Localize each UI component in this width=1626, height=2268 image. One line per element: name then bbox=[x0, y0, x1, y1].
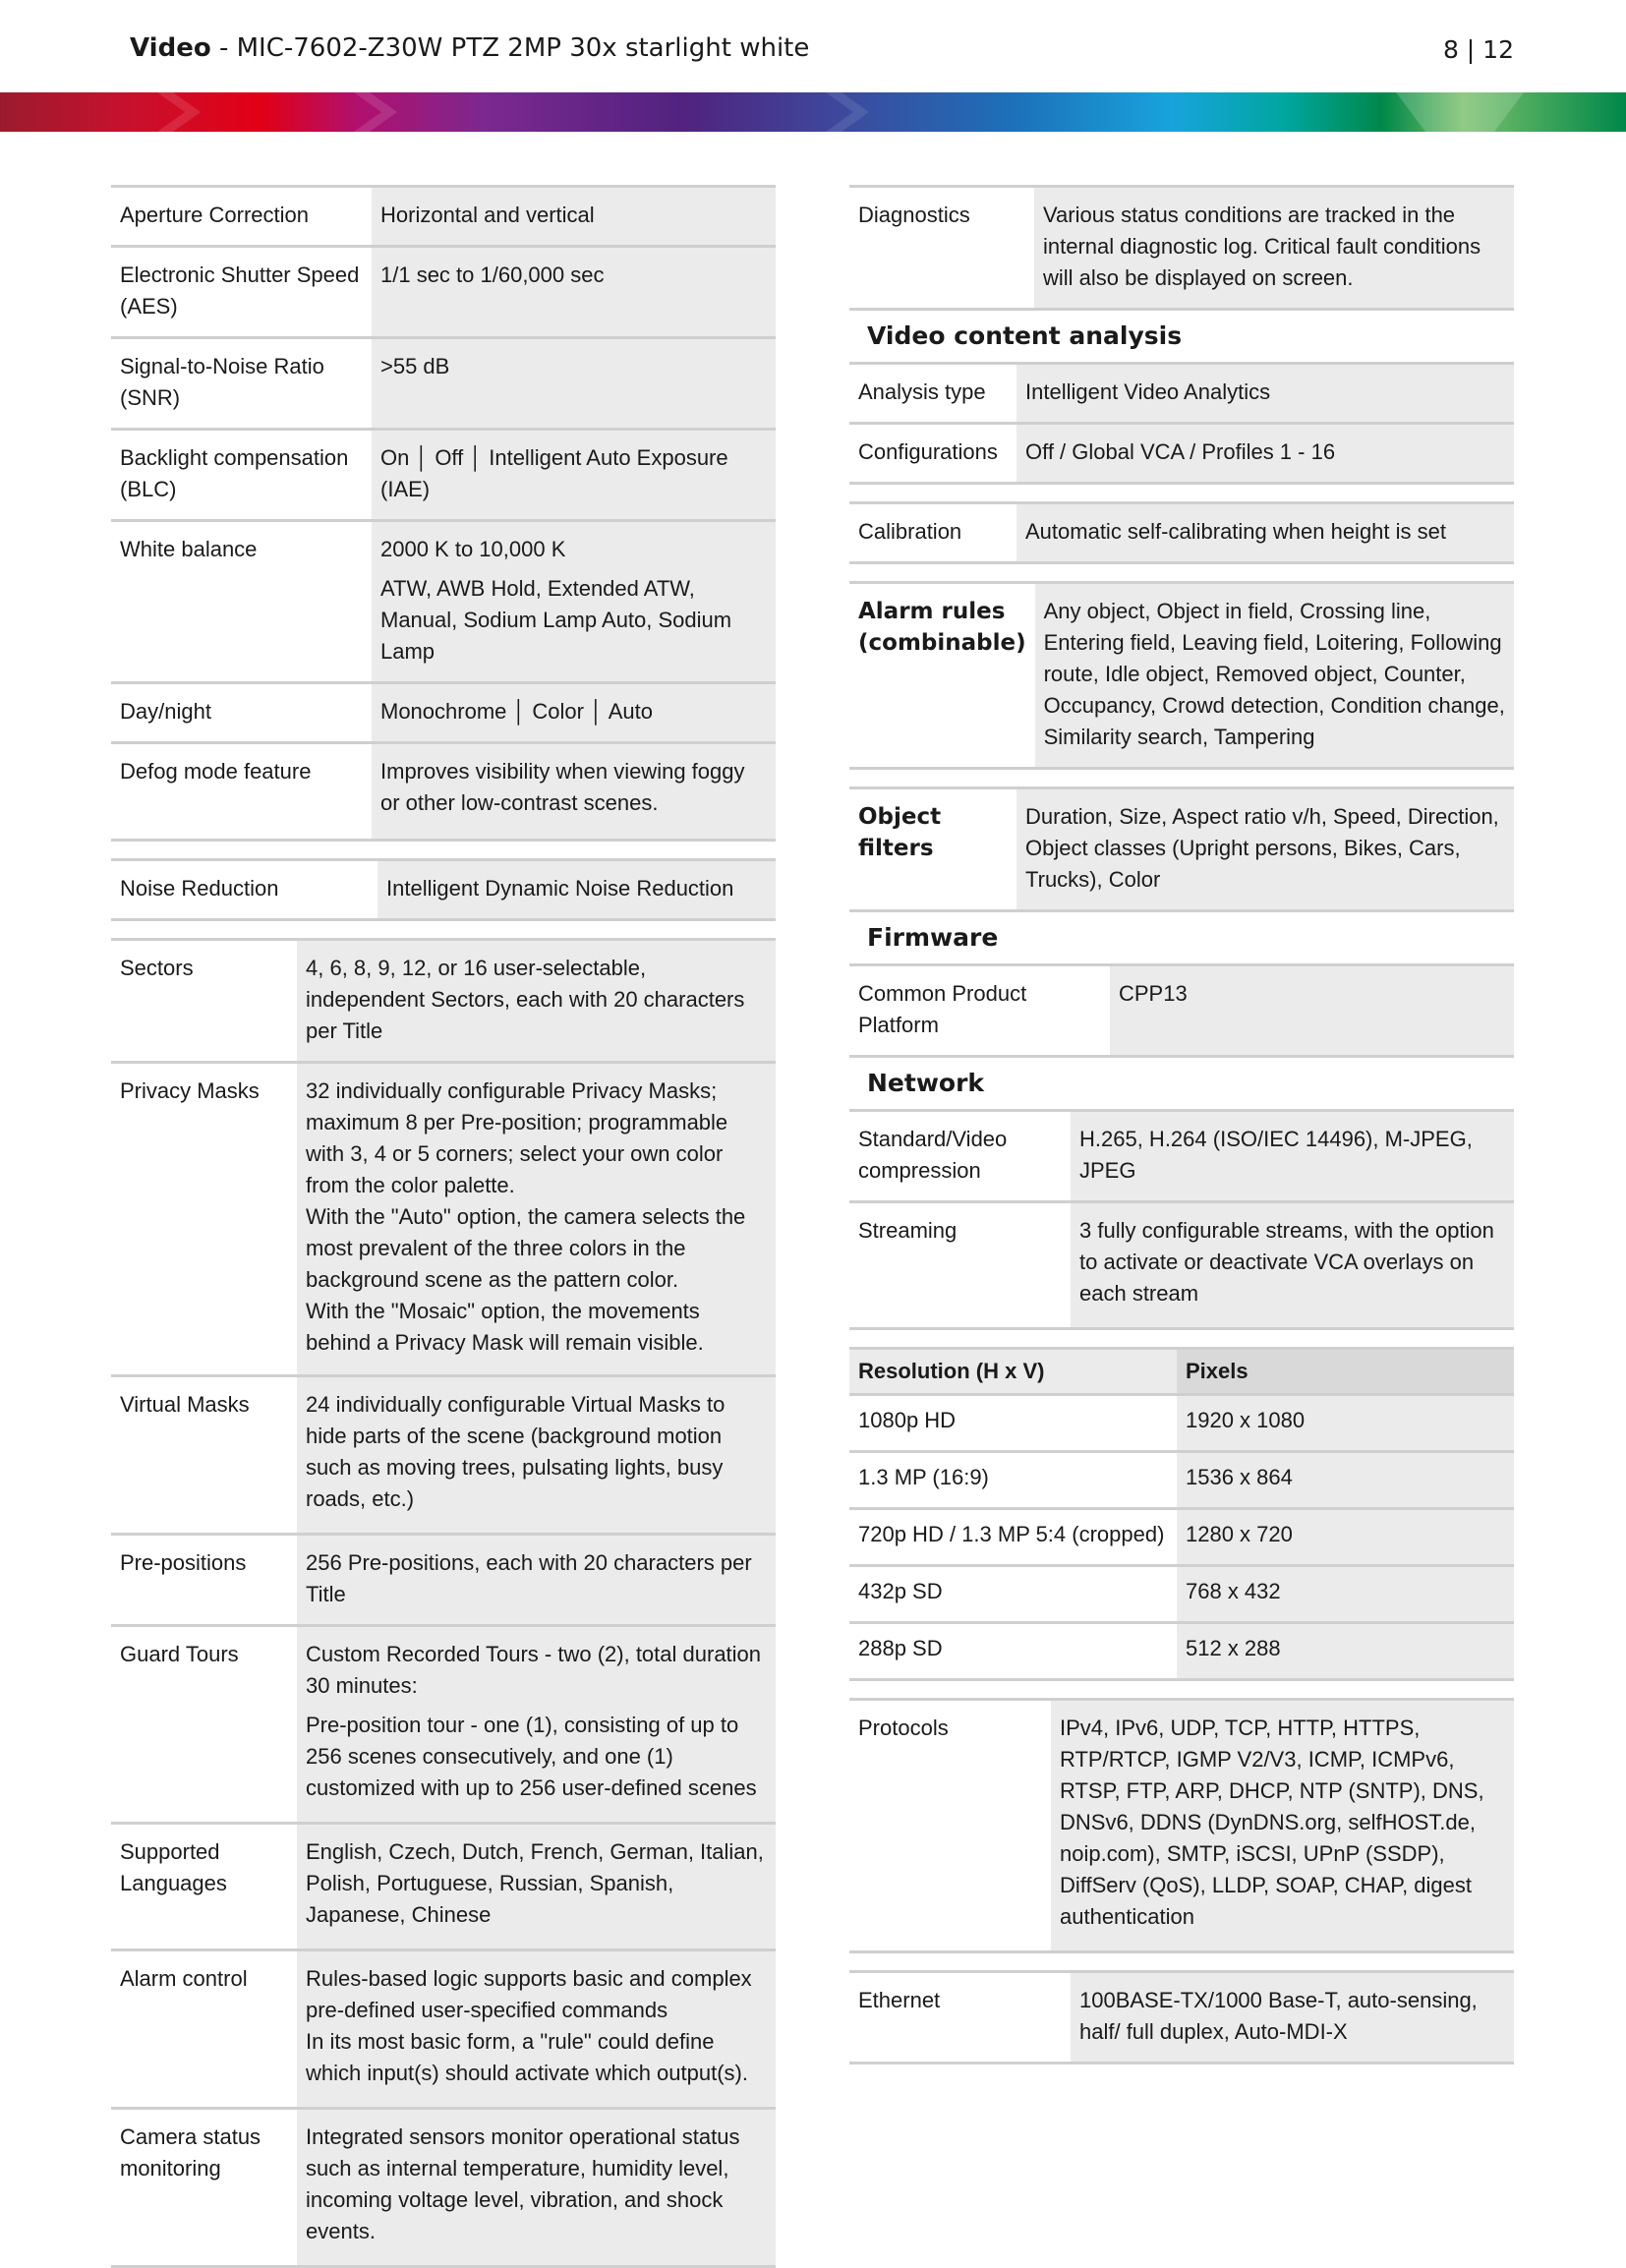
spec-row-camera-status bbox=[111, 2109, 776, 2267]
spec-label: Protocols bbox=[849, 1700, 1051, 1952]
resolution-name: 1080p HD bbox=[849, 1395, 1177, 1452]
ethernet-table bbox=[849, 1970, 1514, 2064]
spec-row-white-balance bbox=[111, 521, 776, 683]
spec-value-line: With the "Mosaic" option, the movements behind a Privacy Mask will remain visible. bbox=[306, 1299, 704, 1355]
column-header-resolution: Resolution (H x V) bbox=[849, 1349, 1177, 1395]
spec-value: 24 individually configurable Virtual Masks to hide parts of the scene (background motion such as moving trees, pulsating lights, busy roads, etc.) bbox=[297, 1376, 776, 1535]
resolution-header-row bbox=[849, 1349, 1514, 1395]
spec-label: Defog mode feature bbox=[111, 743, 372, 841]
column-header-pixels: Pixels bbox=[1177, 1349, 1514, 1395]
spec-value: 256 Pre-positions, each with 20 characters per Title bbox=[297, 1535, 776, 1626]
page-header bbox=[130, 31, 1514, 71]
right-spec-column bbox=[849, 185, 1514, 2064]
spec-row-calibration bbox=[849, 503, 1514, 563]
spec-row-object-filters bbox=[849, 788, 1514, 911]
spec-value: On │ Off │ Intelligent Auto Exposure (IAE) bbox=[372, 430, 776, 521]
section-heading-video-content-analysis: Video content analysis bbox=[867, 321, 1183, 350]
spec-row-privacy-masks bbox=[111, 1063, 776, 1376]
spec-label: Alarm rules (combinable) bbox=[849, 583, 1035, 769]
spec-label: Camera status monitoring bbox=[111, 2109, 297, 2267]
spec-value: 100BASE-TX/1000 Base-T, auto-sensing, half/ full duplex, Auto-MDI-X bbox=[1071, 1972, 1514, 2064]
band-gradient bbox=[0, 92, 1626, 132]
spec-value: Off / Global VCA / Profiles 1 - 16 bbox=[1016, 424, 1514, 484]
spec-label: Standard/Video compression bbox=[849, 1111, 1071, 1202]
spec-label: Calibration bbox=[849, 503, 1016, 563]
spec-row-compression bbox=[849, 1111, 1514, 1202]
spec-label: Electronic Shutter Speed (AES) bbox=[111, 247, 372, 338]
calibration-table bbox=[849, 501, 1514, 564]
diagnostics-table bbox=[849, 185, 1514, 311]
spec-value: >55 dB bbox=[372, 338, 776, 430]
spec-value bbox=[372, 521, 776, 683]
spec-row-aperture-correction bbox=[111, 187, 776, 247]
spec-row-shutter-speed bbox=[111, 247, 776, 338]
section-heading-firmware: Firmware bbox=[867, 923, 999, 952]
spec-label: Configurations bbox=[849, 424, 1016, 484]
spec-label: Signal-to-Noise Ratio (SNR) bbox=[111, 338, 372, 430]
spec-value: H.265, H.264 (ISO/IEC 14496), M-JPEG, JPEG bbox=[1071, 1111, 1514, 1202]
camera-spec-table bbox=[111, 185, 776, 842]
left-spec-column bbox=[111, 185, 776, 2268]
resolution-pixels: 1536 x 864 bbox=[1177, 1452, 1514, 1509]
spec-value: Intelligent Dynamic Noise Reduction bbox=[377, 860, 776, 920]
spec-value: CPP13 bbox=[1110, 965, 1514, 1057]
spec-row-alarm-rules bbox=[849, 583, 1514, 769]
spec-value: Intelligent Video Analytics bbox=[1016, 364, 1514, 424]
title-product: - MIC-7602-Z30W PTZ 2MP 30x starlight white bbox=[210, 33, 810, 63]
spec-label: Analysis type bbox=[849, 364, 1016, 424]
spec-row-virtual-masks bbox=[111, 1376, 776, 1535]
spec-row-cpp bbox=[849, 965, 1514, 1057]
spec-value: IPv4, IPv6, UDP, TCP, HTTP, HTTPS, RTP/RTCP, IGMP V2/V3, ICMP, ICMPv6, RTSP, FTP, ARP, DHCP, NTP (SNTP), DNS, DNSv6, DDNS (DynDNS.org, selfHOST.de, noip.com), SMTP, iSCSI, UPnP (SSDP), DiffServ (QoS), LLDP, SOAP, CHAP, digest authentication bbox=[1051, 1700, 1514, 1952]
spec-label: Virtual Masks bbox=[111, 1376, 297, 1535]
spec-value-line: Rules-based logic supports basic and complex pre-defined user-specified commands bbox=[306, 1966, 752, 2022]
spec-label: Streaming bbox=[849, 1202, 1071, 1329]
spec-value: Integrated sensors monitor operational status such as internal temperature, humidity level, incoming voltage level, vibration, and shock events. bbox=[297, 2109, 776, 2267]
alarm-rules-table bbox=[849, 581, 1514, 770]
resolution-row bbox=[849, 1395, 1514, 1452]
ptz-features-table bbox=[111, 938, 776, 2268]
spec-value: Any object, Object in field, Crossing line, Entering field, Leaving field, Loitering, Following route, Idle object, Removed object, Counter, Occupancy, Crowd detection, Condition change, Similarity search, Tampering bbox=[1035, 583, 1514, 769]
spec-value: 4, 6, 8, 9, 12, or 16 user-selectable, independent Sectors, each with 20 characters per Title bbox=[297, 940, 776, 1063]
spec-row-sectors bbox=[111, 940, 776, 1063]
resolution-name: 288p SD bbox=[849, 1623, 1177, 1680]
spec-value-line: With the "Auto" option, the camera selects the most prevalent of the three colors in the background scene as the pattern color. bbox=[306, 1204, 746, 1292]
network-table bbox=[849, 1109, 1514, 1330]
spec-label: Ethernet bbox=[849, 1972, 1071, 2064]
spec-value-line: Custom Recorded Tours - two (2), total duration 30 minutes: bbox=[306, 1642, 762, 1698]
spec-value: Improves visibility when viewing foggy or other low-contrast scenes. bbox=[372, 743, 776, 841]
spec-value: Automatic self-calibrating when height is set bbox=[1016, 503, 1514, 563]
spec-value bbox=[297, 1626, 776, 1824]
resolution-table bbox=[849, 1347, 1514, 1681]
spec-label: Object filters bbox=[849, 788, 1016, 911]
spec-row-day-night bbox=[111, 683, 776, 743]
resolution-row bbox=[849, 1623, 1514, 1680]
spec-row-languages bbox=[111, 1824, 776, 1950]
resolution-name: 720p HD / 1.3 MP 5:4 (cropped) bbox=[849, 1509, 1177, 1566]
spec-label: Pre-positions bbox=[111, 1535, 297, 1626]
spec-value: 3 fully configurable streams, with the option to activate or deactivate VCA overlays on each stream bbox=[1071, 1202, 1514, 1329]
resolution-name: 1.3 MP (16:9) bbox=[849, 1452, 1177, 1509]
spec-label: Day/night bbox=[111, 683, 372, 743]
spec-value: 1/1 sec to 1/60,000 sec bbox=[372, 247, 776, 338]
spec-row-ethernet bbox=[849, 1972, 1514, 2064]
spec-value-line: In its most basic form, a "rule" could define which input(s) should activate which output(s). bbox=[306, 2029, 748, 2085]
firmware-table bbox=[849, 963, 1514, 1058]
spec-row-defog bbox=[111, 743, 776, 841]
protocols-table bbox=[849, 1698, 1514, 1953]
spec-label: Aperture Correction bbox=[111, 187, 372, 247]
section-heading-network: Network bbox=[867, 1069, 985, 1097]
spec-value-line: 2000 K to 10,000 K bbox=[380, 537, 566, 561]
resolution-row bbox=[849, 1509, 1514, 1566]
page-number: 8 | 12 bbox=[1442, 35, 1514, 64]
spec-row-streaming bbox=[849, 1202, 1514, 1329]
object-filters-table bbox=[849, 786, 1514, 912]
spec-label: Backlight compensation (BLC) bbox=[111, 430, 372, 521]
resolution-name: 432p SD bbox=[849, 1566, 1177, 1623]
spec-value: Horizontal and vertical bbox=[372, 187, 776, 247]
spec-label: Sectors bbox=[111, 940, 297, 1063]
spec-value bbox=[297, 1950, 776, 2109]
spec-value: Various status conditions are tracked in the internal diagnostic log. Critical fault conditions will also be displayed on screen. bbox=[1034, 187, 1514, 310]
spec-value: English, Czech, Dutch, French, German, Italian, Polish, Portuguese, Russian, Spanish, Japanese, Chinese bbox=[297, 1824, 776, 1950]
vca-table bbox=[849, 362, 1514, 485]
resolution-row bbox=[849, 1566, 1514, 1623]
brand-color-band bbox=[0, 92, 1626, 132]
resolution-pixels: 768 x 432 bbox=[1177, 1566, 1514, 1623]
resolution-pixels: 512 x 288 bbox=[1177, 1623, 1514, 1680]
resolution-pixels: 1920 x 1080 bbox=[1177, 1395, 1514, 1452]
spec-label: Alarm control bbox=[111, 1950, 297, 2109]
spec-row-configurations bbox=[849, 424, 1514, 484]
title-section: Video bbox=[130, 33, 211, 63]
resolution-row bbox=[849, 1452, 1514, 1509]
spec-value bbox=[297, 1063, 776, 1376]
spec-row-diagnostics bbox=[849, 187, 1514, 310]
spec-value-line: ATW, AWB Hold, Extended ATW, Manual, Sodium Lamp Auto, Sodium Lamp bbox=[380, 576, 732, 664]
spec-row-pre-positions bbox=[111, 1535, 776, 1626]
spec-value-line: 32 individually configurable Privacy Masks; maximum 8 per Pre-position; programmable with 3, 4 or 5 corners; select your own color from the color palette. bbox=[306, 1078, 728, 1197]
spec-row-protocols bbox=[849, 1700, 1514, 1952]
spec-value-line: Pre-position tour - one (1), consisting of up to 256 scenes consecutively, and one (1) customized with up to 256 user-defined scenes bbox=[306, 1713, 757, 1800]
spec-label: Supported Languages bbox=[111, 1824, 297, 1950]
document-title bbox=[130, 33, 809, 63]
spec-label: Noise Reduction bbox=[111, 860, 377, 920]
spec-row-guard-tours bbox=[111, 1626, 776, 1824]
noise-reduction-table bbox=[111, 858, 776, 921]
resolution-pixels: 1280 x 720 bbox=[1177, 1509, 1514, 1566]
spec-row-analysis-type bbox=[849, 364, 1514, 424]
spec-value: Monochrome │ Color │ Auto bbox=[372, 683, 776, 743]
spec-value: Duration, Size, Aspect ratio v/h, Speed, Direction, Object classes (Upright persons, Bikes, Cars, Trucks), Color bbox=[1016, 788, 1514, 911]
spec-label: Privacy Masks bbox=[111, 1063, 297, 1376]
spec-label: Guard Tours bbox=[111, 1626, 297, 1824]
spec-label: Diagnostics bbox=[849, 187, 1034, 310]
spec-label: Common Product Platform bbox=[849, 965, 1110, 1057]
spec-row-noise-reduction bbox=[111, 860, 776, 920]
spec-row-blc bbox=[111, 430, 776, 521]
spec-label: White balance bbox=[111, 521, 372, 683]
spec-row-alarm-control bbox=[111, 1950, 776, 2109]
spec-row-snr bbox=[111, 338, 776, 430]
